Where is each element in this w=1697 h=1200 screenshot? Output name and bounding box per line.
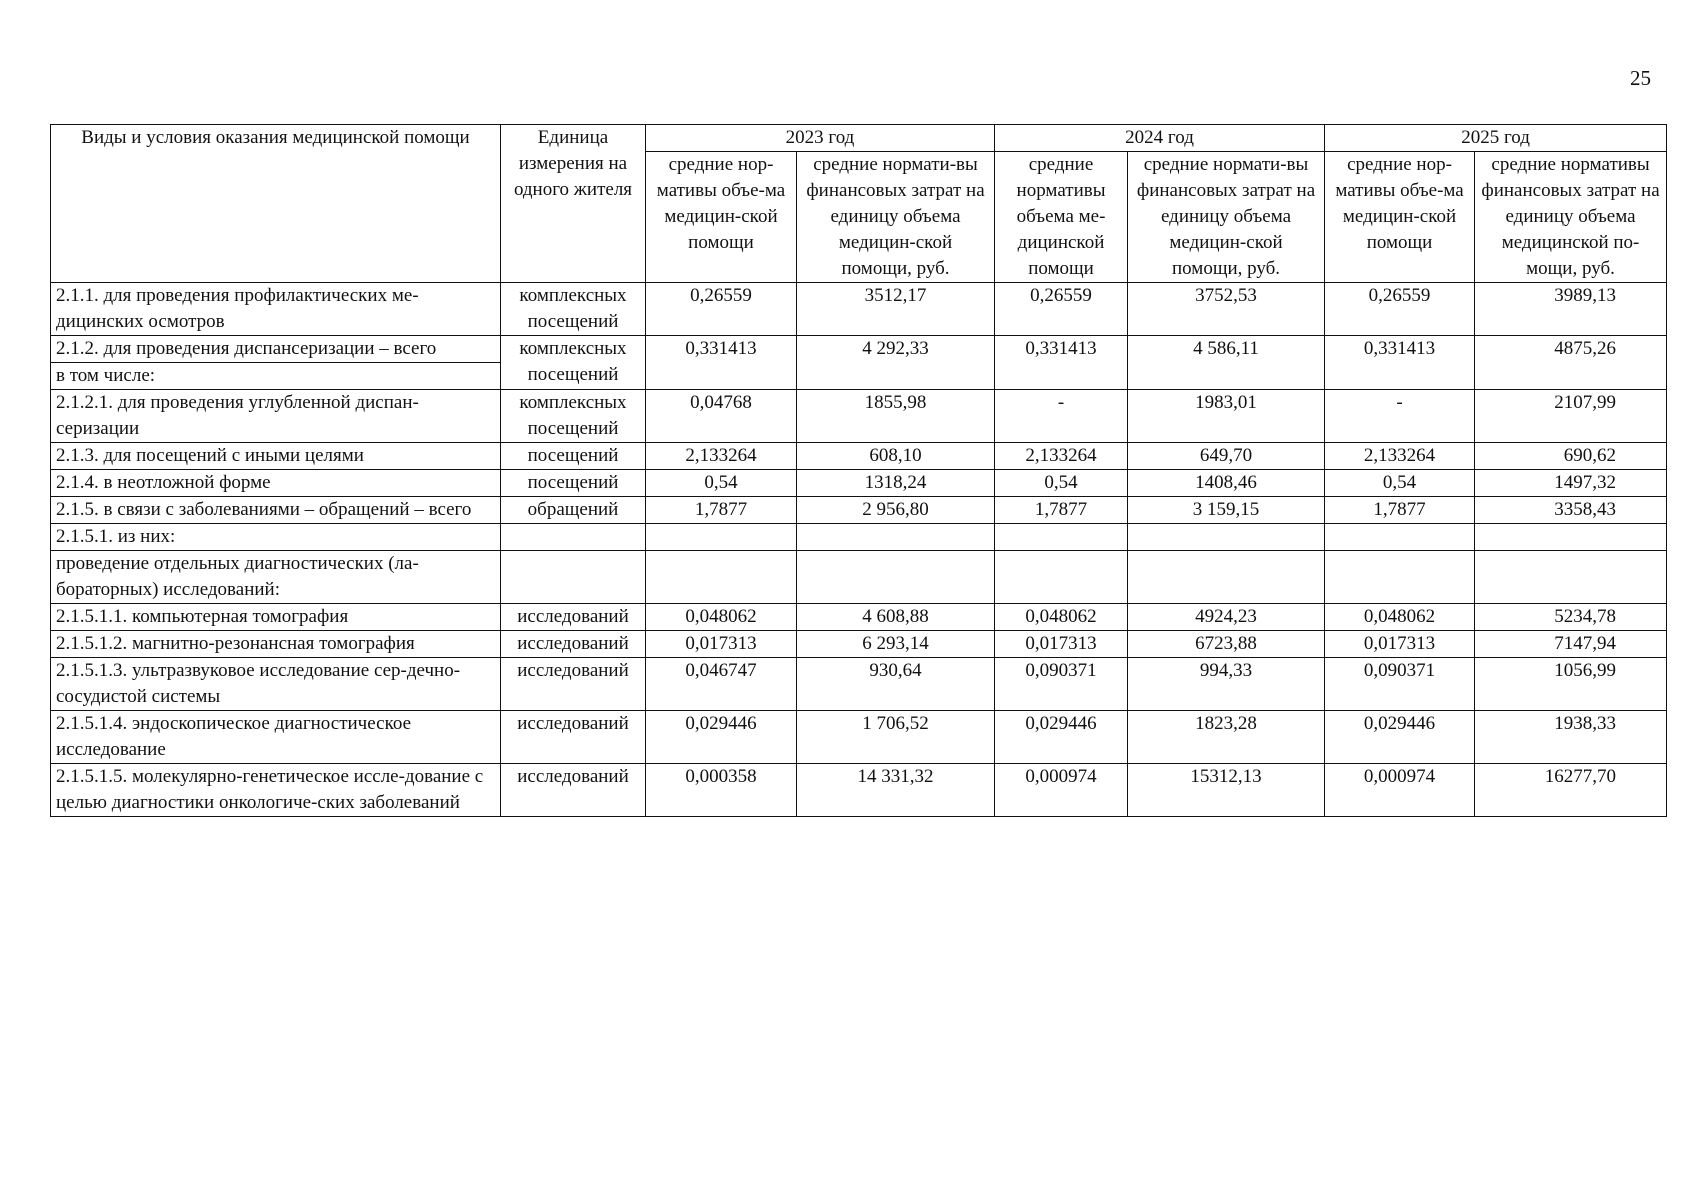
table-row bbox=[51, 711, 1667, 764]
row-2025-cost: 3989,13 bbox=[1475, 283, 1667, 336]
row-2023-cost: 4 608,88 bbox=[797, 604, 995, 631]
header-year-2023: 2023 год bbox=[646, 125, 995, 152]
row-2025-cost: 3358,43 bbox=[1475, 497, 1667, 524]
header-2023-volume: средние нор-мативы объе-ма медицин-ской помощи bbox=[646, 152, 797, 283]
row-2024-volume: 0,000974 bbox=[995, 764, 1128, 817]
row-2023-cost bbox=[797, 551, 995, 604]
row-2024-cost: 3 159,15 bbox=[1128, 497, 1325, 524]
row-2024-cost: 4924,23 bbox=[1128, 604, 1325, 631]
row-unit: комплексных посещений bbox=[501, 336, 646, 390]
row-2024-cost: 649,70 bbox=[1128, 443, 1325, 470]
row-2024-volume: 0,048062 bbox=[995, 604, 1128, 631]
row-2025-cost: 4875,26 bbox=[1475, 336, 1667, 390]
row-2025-volume: 0,54 bbox=[1325, 470, 1475, 497]
row-2023-cost: 3512,17 bbox=[797, 283, 995, 336]
row-2023-cost: 1 706,52 bbox=[797, 711, 995, 764]
row-2024-volume: 0,029446 bbox=[995, 711, 1128, 764]
row-2025-cost bbox=[1475, 524, 1667, 551]
row-2023-volume: 0,04768 bbox=[646, 390, 797, 443]
row-2024-cost bbox=[1128, 524, 1325, 551]
row-2023-volume: 0,54 bbox=[646, 470, 797, 497]
row-2025-cost: 1497,32 bbox=[1475, 470, 1667, 497]
row-2024-cost: 994,33 bbox=[1128, 658, 1325, 711]
row-name: 2.1.5.1.2. магнитно-резонансная томография bbox=[51, 631, 501, 658]
row-2024-volume: 2,133264 bbox=[995, 443, 1128, 470]
header-2025-volume: средние нор-мативы объе-ма медицин-ской помощи bbox=[1325, 152, 1475, 283]
row-unit: исследований bbox=[501, 604, 646, 631]
row-unit: исследований bbox=[501, 711, 646, 764]
row-2025-volume: 0,048062 bbox=[1325, 604, 1475, 631]
row-unit: комплексных посещений bbox=[501, 283, 646, 336]
header-2024-volume: средние нормативы объема ме-дицинской помощи bbox=[995, 152, 1128, 283]
row-2023-volume: 2,133264 bbox=[646, 443, 797, 470]
row-name-including: в том числе: bbox=[51, 363, 501, 390]
row-2025-volume: 2,133264 bbox=[1325, 443, 1475, 470]
row-name: проведение отдельных диагностических (ла-бораторных) исследований: bbox=[51, 551, 501, 604]
row-2023-volume: 0,331413 bbox=[646, 336, 797, 390]
table-row bbox=[51, 604, 1667, 631]
row-2023-cost: 1855,98 bbox=[797, 390, 995, 443]
row-2025-cost: 2107,99 bbox=[1475, 390, 1667, 443]
header-2024-cost: средние нормати-вы финансовых затрат на единицу объема медицин-ской помощи, руб. bbox=[1128, 152, 1325, 283]
row-2024-cost: 1823,28 bbox=[1128, 711, 1325, 764]
row-2024-volume bbox=[995, 524, 1128, 551]
row-2024-volume: 0,54 bbox=[995, 470, 1128, 497]
row-2025-volume: 0,090371 bbox=[1325, 658, 1475, 711]
row-2025-volume: 0,017313 bbox=[1325, 631, 1475, 658]
row-2025-cost: 5234,78 bbox=[1475, 604, 1667, 631]
row-2023-cost: 1318,24 bbox=[797, 470, 995, 497]
row-2024-volume: 0,331413 bbox=[995, 336, 1128, 390]
row-2025-cost: 16277,70 bbox=[1475, 764, 1667, 817]
table-row bbox=[51, 631, 1667, 658]
row-name: 2.1.5.1.3. ультразвуковое исследование сер-дечно-сосудистой системы bbox=[51, 658, 501, 711]
row-unit: обращений bbox=[501, 497, 646, 524]
row-2024-cost: 3752,53 bbox=[1128, 283, 1325, 336]
row-name: 2.1.1. для проведения профилактических ме-дицинских осмотров bbox=[51, 283, 501, 336]
row-name: 2.1.5. в связи с заболеваниями – обращений – всего bbox=[51, 497, 501, 524]
table-row bbox=[51, 764, 1667, 817]
row-2024-volume bbox=[995, 551, 1128, 604]
row-2024-cost: 4 586,11 bbox=[1128, 336, 1325, 390]
row-2025-cost: 7147,94 bbox=[1475, 631, 1667, 658]
row-2025-volume bbox=[1325, 551, 1475, 604]
table-row bbox=[51, 497, 1667, 524]
row-2023-volume: 0,048062 bbox=[646, 604, 797, 631]
row-2023-volume: 0,26559 bbox=[646, 283, 797, 336]
row-2023-volume: 0,029446 bbox=[646, 711, 797, 764]
row-2024-cost: 1983,01 bbox=[1128, 390, 1325, 443]
row-name: 2.1.5.1.4. эндоскопическое диагностическое исследование bbox=[51, 711, 501, 764]
row-unit: посещений bbox=[501, 443, 646, 470]
row-2024-cost: 15312,13 bbox=[1128, 764, 1325, 817]
row-unit: комплексных посещений bbox=[501, 390, 646, 443]
row-2025-cost bbox=[1475, 551, 1667, 604]
row-2024-volume: - bbox=[995, 390, 1128, 443]
header-unit: Единица измерения на одного жителя bbox=[501, 125, 646, 283]
table-row bbox=[51, 283, 1667, 336]
row-2025-volume bbox=[1325, 524, 1475, 551]
table-row bbox=[51, 470, 1667, 497]
row-2024-cost bbox=[1128, 551, 1325, 604]
row-unit bbox=[501, 524, 646, 551]
row-2023-cost bbox=[797, 524, 995, 551]
row-2023-volume: 1,7877 bbox=[646, 497, 797, 524]
medical-care-standards-table bbox=[50, 124, 1667, 817]
row-2023-cost: 6 293,14 bbox=[797, 631, 995, 658]
row-2023-cost: 608,10 bbox=[797, 443, 995, 470]
row-2023-cost: 4 292,33 bbox=[797, 336, 995, 390]
row-2024-volume: 0,090371 bbox=[995, 658, 1128, 711]
row-unit bbox=[501, 551, 646, 604]
row-2024-volume: 0,26559 bbox=[995, 283, 1128, 336]
row-unit: исследований bbox=[501, 764, 646, 817]
row-2023-volume: 0,046747 bbox=[646, 658, 797, 711]
row-2025-volume: 0,331413 bbox=[1325, 336, 1475, 390]
row-2024-cost: 1408,46 bbox=[1128, 470, 1325, 497]
row-unit: исследований bbox=[501, 658, 646, 711]
table-row bbox=[51, 443, 1667, 470]
row-2023-cost: 2 956,80 bbox=[797, 497, 995, 524]
row-2025-cost: 1056,99 bbox=[1475, 658, 1667, 711]
table-row bbox=[51, 524, 1667, 551]
row-unit: посещений bbox=[501, 470, 646, 497]
row-name: 2.1.2.1. для проведения углубленной диспан-серизации bbox=[51, 390, 501, 443]
page-number: 25 bbox=[1630, 66, 1651, 90]
table-row bbox=[51, 551, 1667, 604]
header-year-2025: 2025 год bbox=[1325, 125, 1667, 152]
row-2023-volume: 0,000358 bbox=[646, 764, 797, 817]
table-row bbox=[51, 336, 1667, 363]
row-2025-volume: 1,7877 bbox=[1325, 497, 1475, 524]
row-unit: исследований bbox=[501, 631, 646, 658]
row-2025-volume: 0,029446 bbox=[1325, 711, 1475, 764]
row-2024-cost: 6723,88 bbox=[1128, 631, 1325, 658]
row-2023-cost: 14 331,32 bbox=[797, 764, 995, 817]
header-2023-cost: средние нормати-вы финансовых затрат на единицу объема медицин-ской помощи, руб. bbox=[797, 152, 995, 283]
row-2024-volume: 1,7877 bbox=[995, 497, 1128, 524]
row-name: 2.1.2. для проведения диспансеризации – всего bbox=[51, 336, 501, 363]
header-kind: Виды и условия оказания медицинской помощи bbox=[51, 125, 501, 283]
table-row bbox=[51, 390, 1667, 443]
row-2023-volume bbox=[646, 524, 797, 551]
row-2025-volume: 0,000974 bbox=[1325, 764, 1475, 817]
row-2024-volume: 0,017313 bbox=[995, 631, 1128, 658]
row-name: 2.1.5.1.1. компьютерная томография bbox=[51, 604, 501, 631]
row-2023-volume bbox=[646, 551, 797, 604]
header-year-2024: 2024 год bbox=[995, 125, 1325, 152]
row-2023-cost: 930,64 bbox=[797, 658, 995, 711]
row-name: 2.1.4. в неотложной форме bbox=[51, 470, 501, 497]
row-2025-cost: 1938,33 bbox=[1475, 711, 1667, 764]
row-2023-volume: 0,017313 bbox=[646, 631, 797, 658]
row-name: 2.1.3. для посещений с иными целями bbox=[51, 443, 501, 470]
row-2025-volume: 0,26559 bbox=[1325, 283, 1475, 336]
row-name: 2.1.5.1. из них: bbox=[51, 524, 501, 551]
row-2025-volume: - bbox=[1325, 390, 1475, 443]
row-2025-cost: 690,62 bbox=[1475, 443, 1667, 470]
row-name: 2.1.5.1.5. молекулярно-генетическое иссле-дование с целью диагностики онкологиче-ских заболеваний bbox=[51, 764, 501, 817]
header-2025-cost: средние нормативы финансовых затрат на единицу объема медицинской по-мощи, руб. bbox=[1475, 152, 1667, 283]
table-row bbox=[51, 658, 1667, 711]
